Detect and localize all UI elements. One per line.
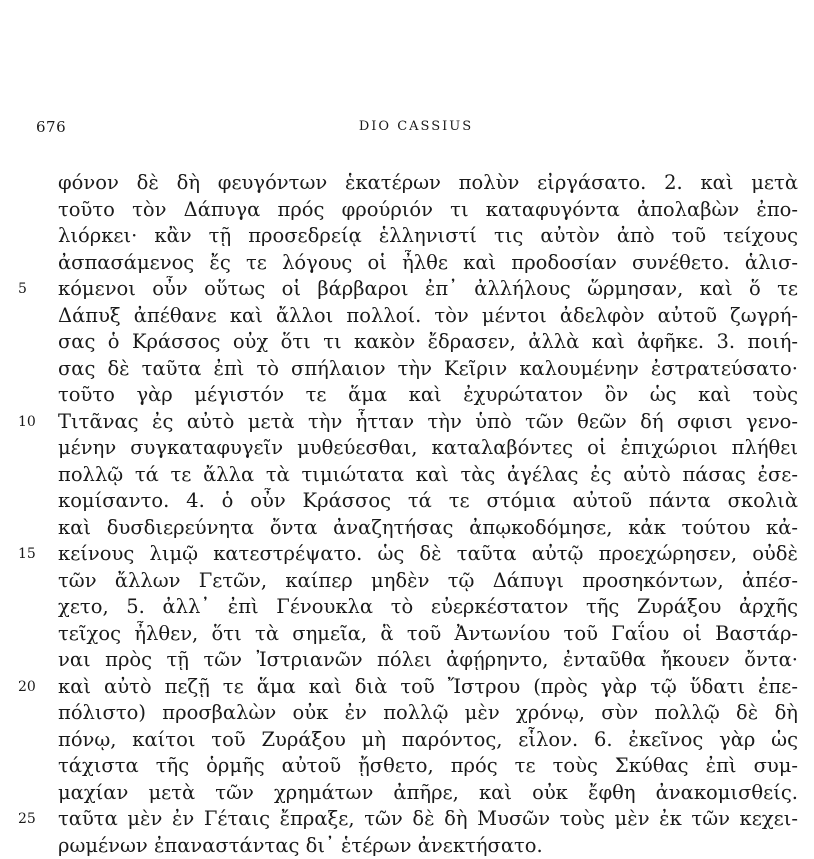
line-text: πόλιστο) προσβαλὼν οὐκ ἐν πολλῷ μὲν χρόνῳ, σὺν πολλῷ δὲ δὴ bbox=[58, 700, 798, 727]
line-text: κόμενοι οὖν οὕτως οἱ βάρβαροι ἐπ᾽ ἀλλήλους ὥρμησαν, καὶ ὅ τε bbox=[58, 276, 798, 303]
text-line bbox=[0, 462, 814, 489]
text-line bbox=[0, 435, 814, 462]
running-head: DIO CASSIUS bbox=[36, 119, 796, 134]
page-header bbox=[36, 118, 796, 142]
text-line bbox=[0, 621, 814, 648]
text-line bbox=[0, 197, 814, 224]
line-text: Δάπυξ ἀπέθανε καὶ ἄλλοι πολλοί. τὸν μέντοι ἀδελφὸν αὐτοῦ ζωγρή- bbox=[58, 303, 798, 330]
line-text: ρωμένων ἐπαναστάντας δι᾽ ἑτέρων ἀνεκτήσατο. bbox=[58, 833, 798, 859]
line-text: ἀσπασάμενος ἔς τε λόγους οἱ ἦλθε καὶ προδοσίαν συνέθετο. ἁλισ- bbox=[58, 250, 798, 277]
line-text: μαχίαν μετὰ τῶν χρημάτων ἀπῆρε, καὶ οὐκ ἔφθη ἀνακομισθείς. bbox=[58, 780, 798, 807]
line-text: καὶ αὐτὸ πεζῇ τε ἅμα καὶ διὰ τοῦ Ἴστρου (πρὸς γὰρ τῷ ὕδατι ἐπε- bbox=[58, 674, 798, 701]
text-line bbox=[0, 329, 814, 356]
line-text: κείνους λιμῷ κατεστρέψατο. ὡς δὲ ταῦτα αὐτῷ προεχώρησεν, οὐδὲ bbox=[58, 541, 798, 568]
line-number: 10 bbox=[18, 409, 42, 436]
text-line bbox=[0, 223, 814, 250]
line-text: τοῦτο τὸν Δάπυγα πρός φρούριόν τι καταφυγόντα ἀπολαβὼν ἐπο- bbox=[58, 197, 798, 224]
text-line bbox=[0, 409, 814, 436]
text-line bbox=[0, 568, 814, 595]
line-text: τοῦτο γὰρ μέγιστόν τε ἅμα καὶ ἐχυρώτατον ὂν ὡς καὶ τοὺς bbox=[58, 382, 798, 409]
text-line bbox=[0, 541, 814, 568]
text-line bbox=[0, 303, 814, 330]
line-text: μένην συγκαταφυγεῖν μυθεύεσθαι, καταλαβόντες οἱ ἐπιχώριοι πλήθει bbox=[58, 435, 798, 462]
text-line bbox=[0, 488, 814, 515]
line-text: κομίσαντο. 4. ὁ οὖν Κράσσος τά τε στόμια αὐτοῦ πάντα σκολιὰ bbox=[58, 488, 798, 515]
greek-text-body bbox=[0, 170, 814, 859]
line-text: τεῖχος ἦλθεν, ὅτι τὰ σημεῖα, ἃ τοῦ Ἀντωνίου τοῦ Γαΐου οἱ Βαστάρ- bbox=[58, 621, 798, 648]
line-text: ναι πρὸς τῇ τῶν Ἰστριανῶν πόλει ἀφῄρηντο, ἐνταῦθα ἤκουεν ὄντα· bbox=[58, 647, 798, 674]
text-line bbox=[0, 780, 814, 807]
text-line bbox=[0, 594, 814, 621]
text-line bbox=[0, 356, 814, 383]
line-number: 20 bbox=[18, 674, 42, 701]
line-text: χετο, 5. ἀλλ᾽ ἐπὶ Γένουκλα τὸ εὐερκέστατον τῆς Ζυράξου ἀρχῆς bbox=[58, 594, 798, 621]
line-number: 5 bbox=[18, 276, 42, 303]
line-text: σας ὁ Κράσσος οὐχ ὅτι τι κακὸν ἔδρασεν, ἀλλὰ καὶ ἀφῆκε. 3. ποιή- bbox=[58, 329, 798, 356]
line-text: φόνον δὲ δὴ φευγόντων ἑκατέρων πολὺν εἰργάσατο. 2. καὶ μετὰ bbox=[58, 170, 798, 197]
text-line bbox=[0, 382, 814, 409]
text-line bbox=[0, 727, 814, 754]
line-text: τάχιστα τῆς ὁρμῆς αὐτοῦ ᾔσθετο, πρός τε τοὺς Σκύθας ἐπὶ συμ- bbox=[58, 753, 798, 780]
line-text: ταῦτα μὲν ἐν Γέταις ἔπραξε, τῶν δὲ δὴ Μυσῶν τοὺς μὲν ἐκ τῶν κεχει- bbox=[58, 806, 798, 833]
line-text: λιόρκει· κἂν τῇ προσεδρείᾳ ἑλληνιστί τις αὐτὸν ἀπὸ τοῦ τείχους bbox=[58, 223, 798, 250]
text-line bbox=[0, 674, 814, 701]
text-line bbox=[0, 700, 814, 727]
text-line bbox=[0, 753, 814, 780]
text-line bbox=[0, 647, 814, 674]
text-line bbox=[0, 250, 814, 277]
line-text: τῶν ἄλλων Γετῶν, καίπερ μηδὲν τῷ Δάπυγι προσηκόντων, ἀπέσ- bbox=[58, 568, 798, 595]
line-text: σας δὲ ταῦτα ἐπὶ τὸ σπήλαιον τὴν Κεῖριν καλουμένην ἐστρατεύσατο· bbox=[58, 356, 798, 383]
text-line bbox=[0, 515, 814, 542]
text-line bbox=[0, 806, 814, 833]
text-line bbox=[0, 276, 814, 303]
line-number: 25 bbox=[18, 806, 42, 833]
page-number: 676 bbox=[36, 118, 66, 136]
line-number: 15 bbox=[18, 541, 42, 568]
line-text: πολλῷ τά τε ἄλλα τὰ τιμιώτατα καὶ τὰς ἀγέλας ἐς αὐτὸ πάσας ἐσε- bbox=[58, 462, 798, 489]
text-line bbox=[0, 170, 814, 197]
text-line bbox=[0, 833, 814, 859]
line-text: καὶ δυσδιερεύνητα ὄντα ἀναζητήσας ἀπῳκοδόμησε, κἀκ τούτου κἀ- bbox=[58, 515, 798, 542]
line-text: πόνῳ, καίτοι τοῦ Ζυράξου μὴ παρόντος, εἷλον. 6. ἐκεῖνος γὰρ ὡς bbox=[58, 727, 798, 754]
line-text: Τιτᾶνας ἐς αὐτὸ μετὰ τὴν ἧτταν τὴν ὑπὸ τῶν θεῶν δή σφισι γενο- bbox=[58, 409, 798, 436]
